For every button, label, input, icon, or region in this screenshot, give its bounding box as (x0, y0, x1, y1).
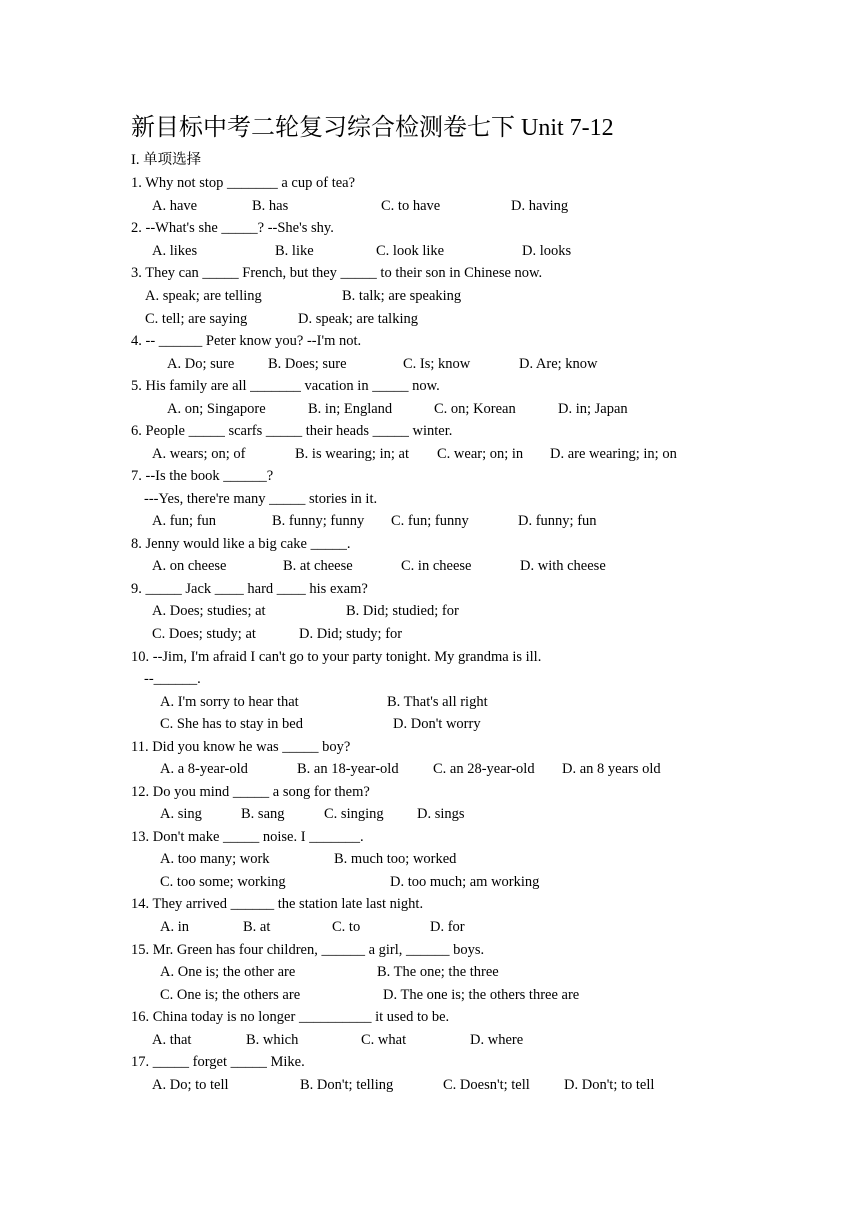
question-12-stem: 12. Do you mind _____ a song for them? (131, 784, 370, 800)
question-5-stem: 5. His family are all _______ vacation in _____ now. (131, 378, 440, 394)
question-10-stem-cont: --______. (144, 671, 201, 687)
question-4-option-a: A. Do; sure (167, 356, 235, 372)
question-9-stem: 9. _____ Jack ____ hard ____ his exam? (131, 581, 368, 597)
question-2-option-d: D. looks (522, 243, 572, 259)
question-6-option-b: B. is wearing; in; at (295, 446, 409, 462)
question-1-option-a: A. have (152, 198, 198, 214)
question-17-option-c: C. Doesn't; tell (443, 1077, 530, 1093)
question-10-stem: 10. --Jim, I'm afraid I can't go to your party tonight. My grandma is ill. (131, 649, 542, 665)
question-16-stem: 16. China today is no longer __________ it used to be. (131, 1009, 450, 1025)
question-6-option-a: A. wears; on; of (152, 446, 246, 462)
question-10-option-b: B. That's all right (387, 694, 488, 710)
question-13-option-d: D. too much; am working (390, 874, 540, 890)
question-16-option-d: D. where (470, 1032, 524, 1048)
question-15-option-d: D. The one is; the others three are (383, 987, 580, 1003)
question-15-stem: 15. Mr. Green has four children, ______ a girl, ______ boys. (131, 942, 485, 958)
question-5-option-a: A. on; Singapore (167, 401, 266, 417)
question-5-option-c: C. on; Korean (434, 401, 516, 417)
question-15-option-a: A. One is; the other are (160, 964, 296, 980)
question-3-option-b: B. talk; are speaking (342, 288, 462, 304)
question-14-option-c: C. to (332, 919, 361, 935)
page-title: 新目标中考二轮复习综合检测卷七下 Unit 7-12 (131, 115, 614, 141)
question-8-option-a: A. on cheese (152, 558, 227, 574)
question-16-option-a: A. that (152, 1032, 192, 1048)
question-9-option-d: D. Did; study; for (299, 626, 403, 642)
question-4-option-b: B. Does; sure (268, 356, 347, 372)
question-10-option-d: D. Don't worry (393, 716, 481, 732)
question-2-option-c: C. look like (376, 243, 445, 259)
question-1-option-b: B. has (252, 198, 289, 214)
question-16-option-c: C. what (361, 1032, 407, 1048)
question-7-stem: 7. --Is the book ______? (131, 468, 274, 484)
question-5-option-d: D. in; Japan (558, 401, 628, 417)
question-8-option-d: D. with cheese (520, 558, 606, 574)
question-17-option-b: B. Don't; telling (300, 1077, 394, 1093)
question-12-option-c: C. singing (324, 806, 384, 822)
question-1-stem: 1. Why not stop _______ a cup of tea? (131, 175, 356, 191)
question-2-option-b: B. like (275, 243, 314, 259)
question-7-option-b: B. funny; funny (272, 513, 365, 529)
question-6-stem: 6. People _____ scarfs _____ their heads _____ winter. (131, 423, 453, 439)
question-17-stem: 17. _____ forget _____ Mike. (131, 1054, 305, 1070)
question-10-option-c: C. She has to stay in bed (160, 716, 303, 732)
question-6-option-c: C. wear; on; in (437, 446, 524, 462)
question-9-option-b: B. Did; studied; for (346, 603, 459, 619)
question-2-option-a: A. likes (152, 243, 198, 259)
question-11-option-c: C. an 28-year-old (433, 761, 535, 777)
question-17-option-a: A. Do; to tell (152, 1077, 229, 1093)
question-7-option-c: C. fun; funny (391, 513, 469, 529)
question-11-option-b: B. an 18-year-old (297, 761, 399, 777)
question-8-option-c: C. in cheese (401, 558, 472, 574)
question-13-option-a: A. too many; work (160, 851, 270, 867)
question-3-stem: 3. They can _____ French, but they _____ to their son in Chinese now. (131, 265, 543, 281)
section-heading: I. 单项选择 (131, 152, 202, 168)
question-7-stem-cont: ---Yes, there're many _____ stories in it. (144, 491, 378, 507)
question-6-option-d: D. are wearing; in; on (550, 446, 677, 462)
question-7-option-a: A. fun; fun (152, 513, 217, 529)
question-1-option-d: D. having (511, 198, 569, 214)
question-11-stem: 11. Did you know he was _____ boy? (131, 739, 351, 755)
question-2-stem: 2. --What's she _____? --She's shy. (131, 220, 334, 236)
question-15-option-b: B. The one; the three (377, 964, 499, 980)
question-11-option-a: A. a 8-year-old (160, 761, 248, 777)
question-8-stem: 8. Jenny would like a big cake _____. (131, 536, 351, 552)
question-3-option-d: D. speak; are talking (298, 311, 418, 327)
question-9-option-a: A. Does; studies; at (152, 603, 266, 619)
question-10-option-a: A. I'm sorry to hear that (160, 694, 299, 710)
question-13-stem: 13. Don't make _____ noise. I _______. (131, 829, 364, 845)
question-4-option-d: D. Are; know (519, 356, 598, 372)
question-14-option-a: A. in (160, 919, 189, 935)
question-3-option-c: C. tell; are saying (145, 311, 248, 327)
question-5-option-b: B. in; England (308, 401, 393, 417)
question-14-option-d: D. for (430, 919, 465, 935)
question-12-option-b: B. sang (241, 806, 285, 822)
question-12-option-a: A. sing (160, 806, 202, 822)
question-7-option-d: D. funny; fun (518, 513, 597, 529)
question-15-option-c: C. One is; the others are (160, 987, 301, 1003)
question-1-option-c: C. to have (381, 198, 441, 214)
question-8-option-b: B. at cheese (283, 558, 353, 574)
question-4-stem: 4. -- ______ Peter know you? --I'm not. (131, 333, 362, 349)
question-9-option-c: C. Does; study; at (152, 626, 256, 642)
question-4-option-c: C. Is; know (403, 356, 471, 372)
question-17-option-d: D. Don't; to tell (564, 1077, 655, 1093)
question-13-option-c: C. too some; working (160, 874, 286, 890)
question-13-option-b: B. much too; worked (334, 851, 457, 867)
question-3-option-a: A. speak; are telling (145, 288, 262, 304)
question-11-option-d: D. an 8 years old (562, 761, 661, 777)
question-12-option-d: D. sings (417, 806, 465, 822)
question-14-stem: 14. They arrived ______ the station late last night. (131, 896, 424, 912)
question-14-option-b: B. at (243, 919, 271, 935)
question-16-option-b: B. which (246, 1032, 299, 1048)
